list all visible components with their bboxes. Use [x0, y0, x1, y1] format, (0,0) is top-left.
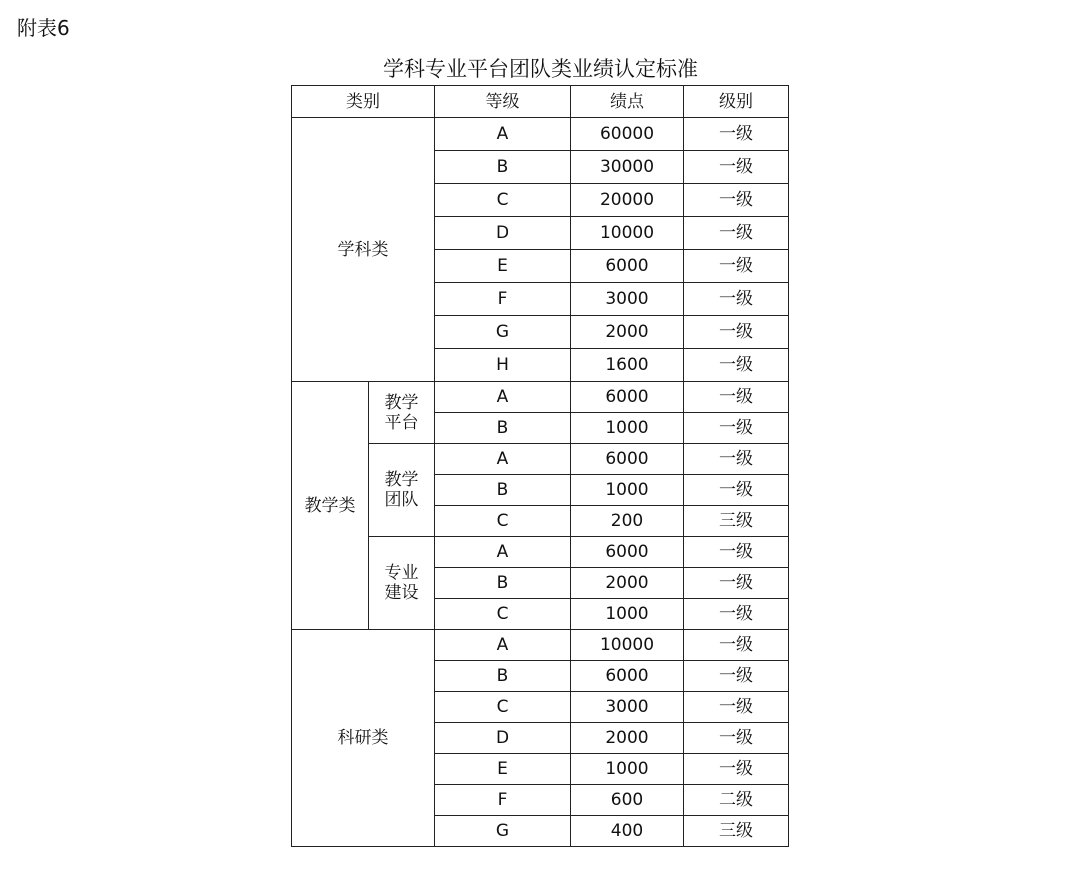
grade-cell: B — [435, 568, 571, 599]
points-cell: 2000 — [571, 316, 684, 349]
level-cell: 一级 — [684, 382, 789, 413]
category-cell: 科研类 — [292, 630, 435, 847]
points-cell: 30000 — [571, 151, 684, 184]
header-category: 类别 — [292, 86, 435, 118]
points-cell: 1000 — [571, 599, 684, 630]
grade-cell: E — [435, 754, 571, 785]
grade-cell: C — [435, 506, 571, 537]
level-cell: 一级 — [684, 661, 789, 692]
table-row — [292, 118, 789, 151]
table-row — [292, 382, 789, 413]
grade-cell: C — [435, 184, 571, 217]
level-cell: 一级 — [684, 349, 789, 382]
subcategory-cell — [369, 382, 435, 444]
grade-cell: F — [435, 283, 571, 316]
header-level: 级别 — [684, 86, 789, 118]
points-cell: 6000 — [571, 382, 684, 413]
grade-cell: B — [435, 661, 571, 692]
level-cell: 二级 — [684, 785, 789, 816]
table-title: 学科专业平台团队类业绩认定标准 — [383, 57, 698, 81]
points-cell: 2000 — [571, 568, 684, 599]
grade-cell: H — [435, 349, 571, 382]
grade-cell: G — [435, 816, 571, 847]
grade-cell: D — [435, 217, 571, 250]
level-cell: 一级 — [684, 184, 789, 217]
level-cell: 三级 — [684, 506, 789, 537]
level-cell: 一级 — [684, 217, 789, 250]
points-cell: 1000 — [571, 413, 684, 444]
level-cell: 一级 — [684, 151, 789, 184]
grade-cell: C — [435, 692, 571, 723]
subcategory-line: 团队 — [384, 490, 419, 510]
subcategory-line: 专业 — [384, 563, 419, 583]
points-cell: 60000 — [571, 118, 684, 151]
grade-cell: D — [435, 723, 571, 754]
level-cell: 一级 — [684, 692, 789, 723]
level-cell: 一级 — [684, 630, 789, 661]
subcategory-cell — [369, 444, 435, 537]
grade-cell: A — [435, 630, 571, 661]
subcategory-line: 建设 — [384, 583, 419, 603]
points-cell: 400 — [571, 816, 684, 847]
subcategory-line: 教学 — [384, 392, 419, 413]
points-cell: 10000 — [571, 217, 684, 250]
points-cell: 3000 — [571, 692, 684, 723]
points-cell: 3000 — [571, 283, 684, 316]
points-cell: 6000 — [571, 444, 684, 475]
grade-cell: F — [435, 785, 571, 816]
level-cell: 一级 — [684, 444, 789, 475]
header-points: 绩点 — [571, 86, 684, 118]
level-cell: 一级 — [684, 316, 789, 349]
grade-cell: A — [435, 444, 571, 475]
level-cell: 一级 — [684, 283, 789, 316]
points-cell: 1000 — [571, 475, 684, 506]
level-cell: 一级 — [684, 537, 789, 568]
points-cell: 1600 — [571, 349, 684, 382]
grade-cell: A — [435, 118, 571, 151]
standards-table — [291, 85, 789, 847]
subcategory-line: 教学 — [384, 470, 419, 490]
grade-cell: G — [435, 316, 571, 349]
grade-cell: B — [435, 151, 571, 184]
level-cell: 一级 — [684, 723, 789, 754]
level-cell: 一级 — [684, 118, 789, 151]
table-row — [292, 630, 789, 661]
level-cell: 一级 — [684, 568, 789, 599]
grade-cell: B — [435, 413, 571, 444]
level-cell: 三级 — [684, 816, 789, 847]
category-cell: 教学类 — [292, 382, 369, 630]
grade-cell: A — [435, 382, 571, 413]
points-cell: 2000 — [571, 723, 684, 754]
subcategory-line: 平台 — [384, 412, 419, 433]
subcategory-cell — [369, 537, 435, 630]
header-row — [292, 86, 789, 118]
points-cell: 6000 — [571, 250, 684, 283]
points-cell: 20000 — [571, 184, 684, 217]
appendix-label: 附表6 — [17, 16, 70, 40]
grade-cell: E — [435, 250, 571, 283]
points-cell: 6000 — [571, 537, 684, 568]
header-grade: 等级 — [435, 86, 571, 118]
level-cell: 一级 — [684, 413, 789, 444]
points-cell: 200 — [571, 506, 684, 537]
level-cell: 一级 — [684, 599, 789, 630]
category-cell: 学科类 — [292, 118, 435, 382]
points-cell: 1000 — [571, 754, 684, 785]
grade-cell: A — [435, 537, 571, 568]
points-cell: 600 — [571, 785, 684, 816]
level-cell: 一级 — [684, 250, 789, 283]
grade-cell: C — [435, 599, 571, 630]
points-cell: 6000 — [571, 661, 684, 692]
points-cell: 10000 — [571, 630, 684, 661]
level-cell: 一级 — [684, 754, 789, 785]
grade-cell: B — [435, 475, 571, 506]
level-cell: 一级 — [684, 475, 789, 506]
